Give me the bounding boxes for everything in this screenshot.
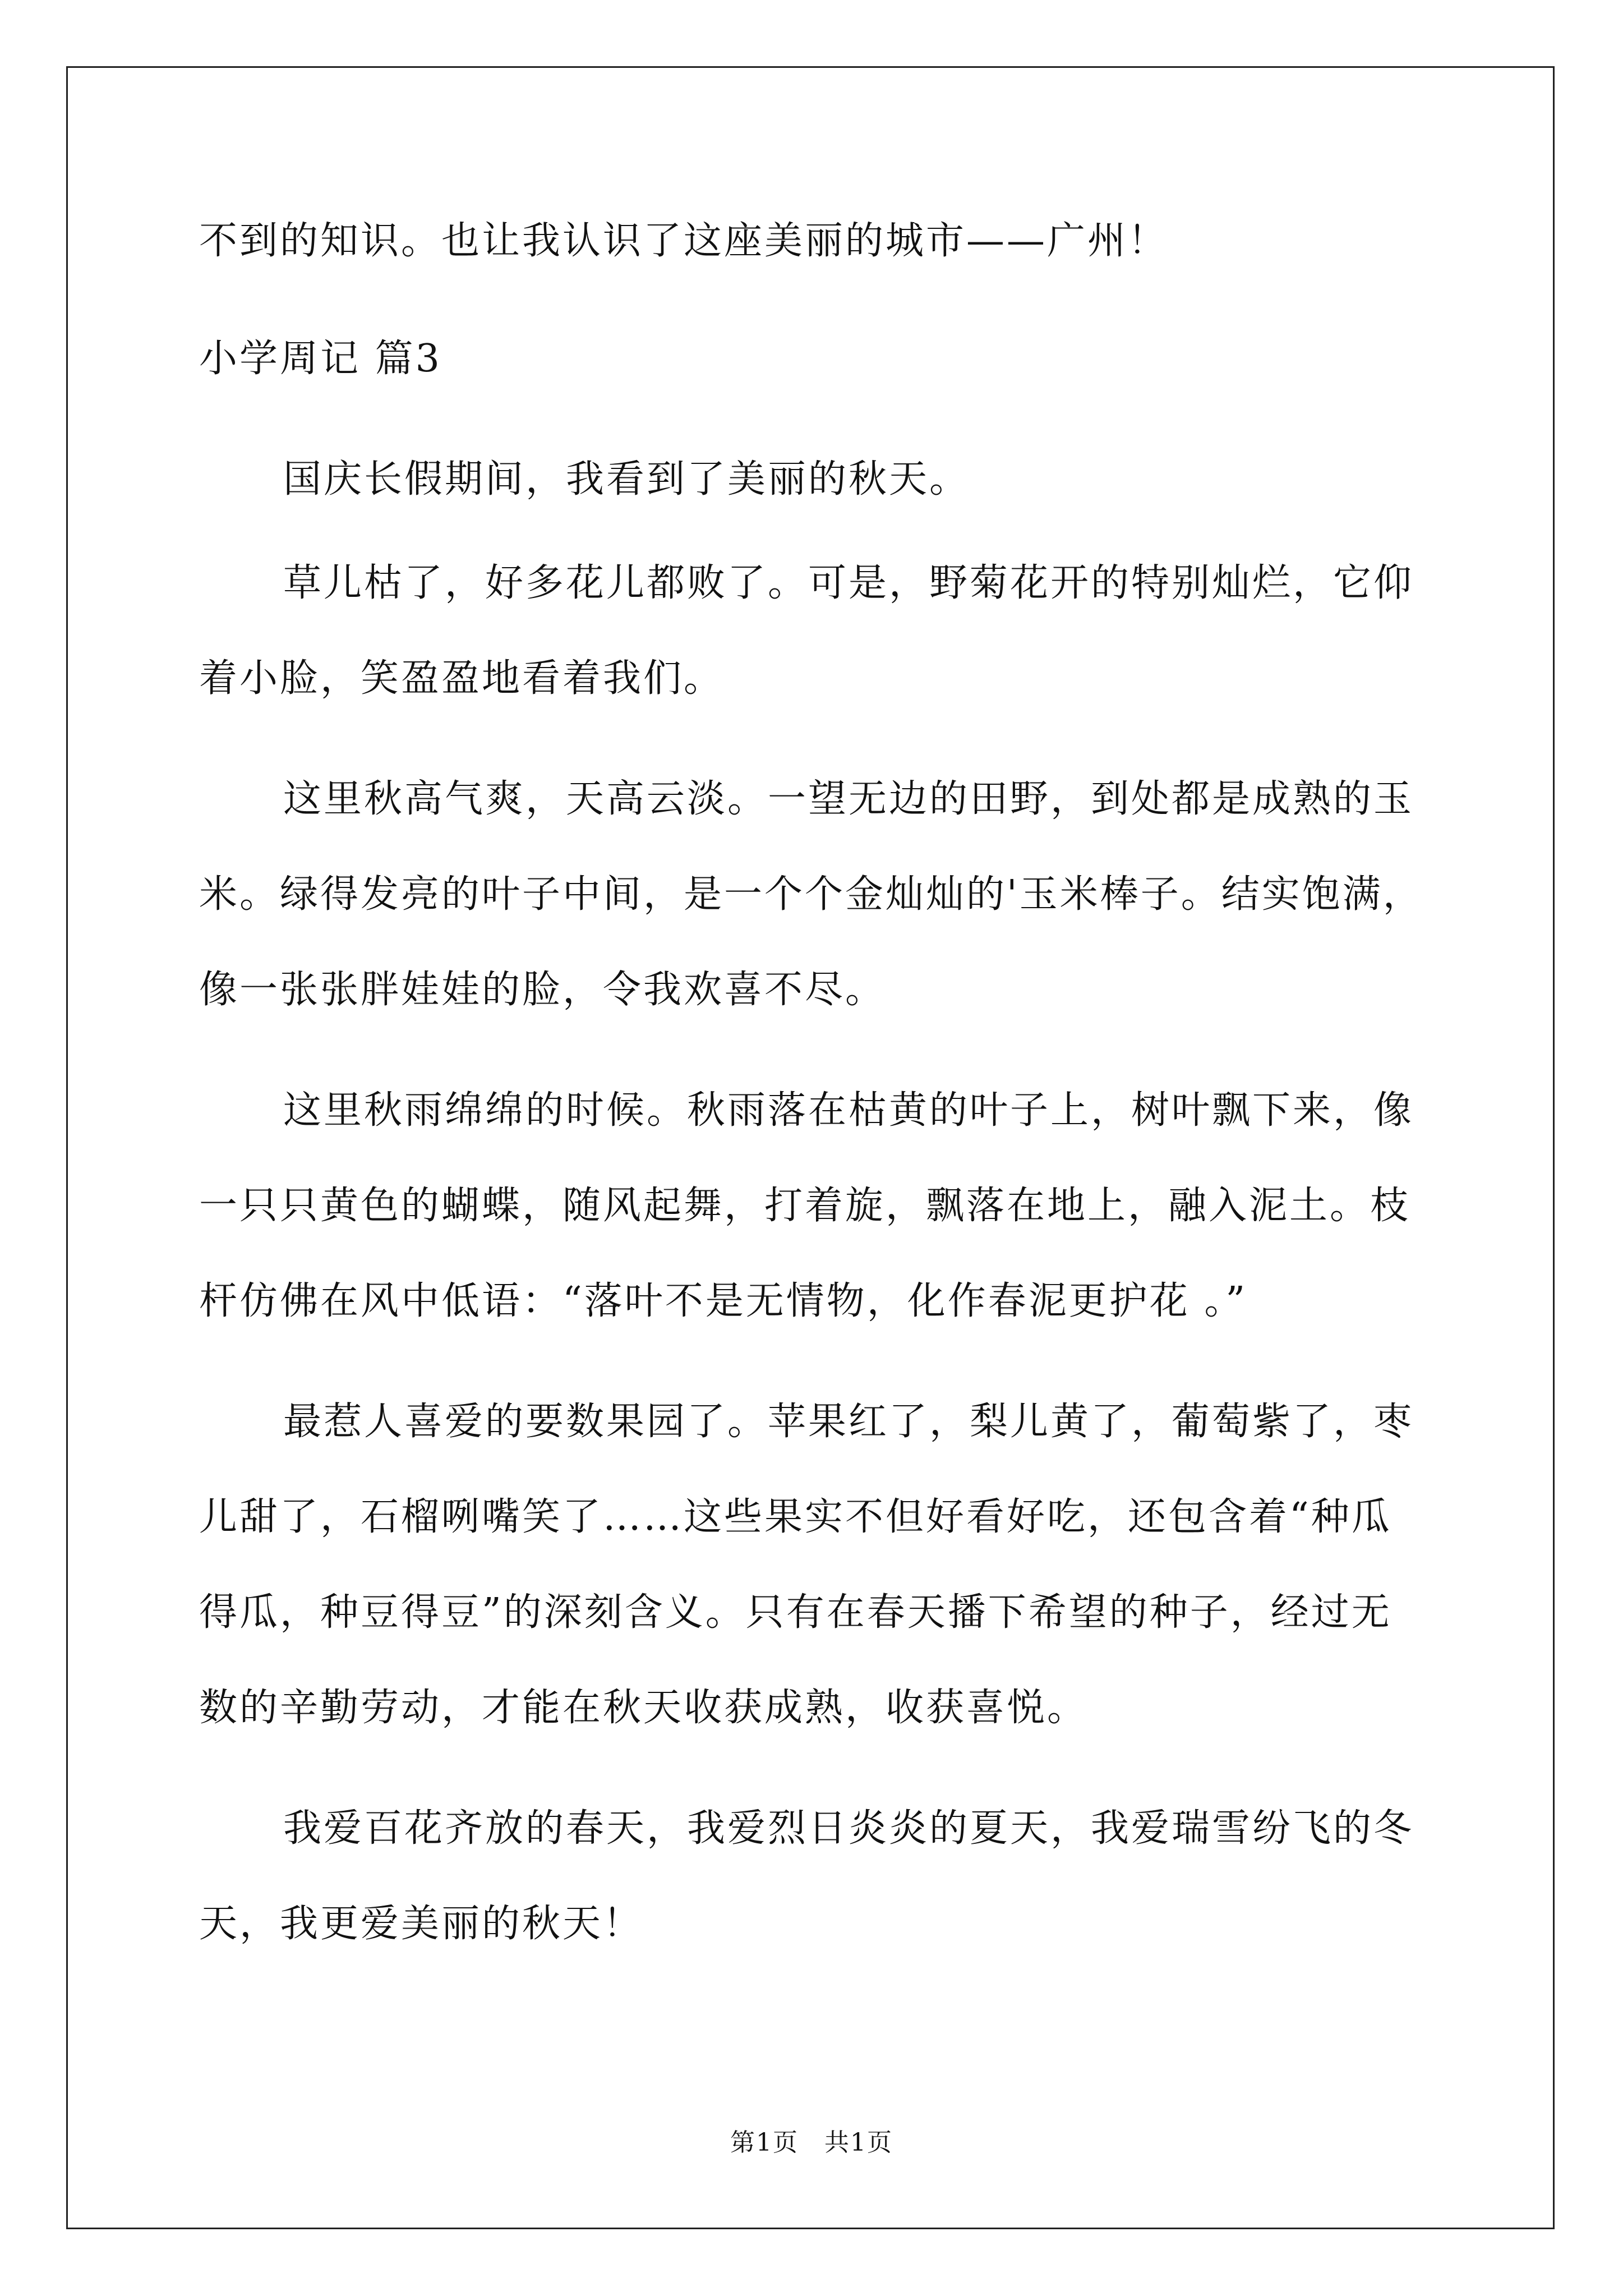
paragraph-5-line-3: 得瓜，种豆得豆”的深刻含义。只有在春天播下希望的种子，经过无 bbox=[199, 1590, 1392, 1635]
paragraph-6-line-2: 天，我更爱美丽的秋天！ bbox=[199, 1902, 644, 1946]
paragraph-3-line-3: 像一张张胖娃娃的脸，令我欢喜不尽。 bbox=[199, 968, 886, 1012]
page-number-footer: 第1页 共1页 bbox=[730, 2128, 893, 2157]
paragraph-5-line-4: 数的辛勤劳动，才能在秋天收获成熟，收获喜悦。 bbox=[199, 1686, 1088, 1730]
paragraph-3-line-2: 米。绿得发亮的叶子中间，是一个个金灿灿的'玉米棒子。结实饱满， bbox=[199, 872, 1423, 917]
paragraph-2-line-2: 着小脸，笑盈盈地看着我们。 bbox=[199, 656, 725, 701]
paragraph-1-line-1: 国庆长假期间，我看到了美丽的秋天。 bbox=[283, 457, 970, 501]
paragraph-3-line-1: 这里秋高气爽，天高云淡。一望无边的田野，到处都是成熟的玉 bbox=[283, 777, 1414, 821]
text-line-continuation: 不到的知识。也让我认识了这座美丽的城市——广州！ bbox=[199, 219, 1169, 263]
paragraph-5-line-1: 最惹人喜爱的要数果园了。苹果红了，梨儿黄了，葡萄紫了，枣 bbox=[283, 1400, 1414, 1444]
paragraph-5-line-2: 儿甜了，石榴咧嘴笑了……这些果实不但好看好吃，还包含着“种瓜 bbox=[199, 1495, 1392, 1539]
paragraph-2-line-1: 草儿枯了，好多花儿都败了。可是，野菊花开的特别灿烂，它仰 bbox=[283, 561, 1414, 605]
paragraph-4-line-1: 这里秋雨绵绵的时候。秋雨落在枯黄的叶子上，树叶飘下来，像 bbox=[283, 1088, 1414, 1133]
paragraph-6-line-1: 我爱百花齐放的春天，我爱烈日炎炎的夏天，我爱瑞雪纷飞的冬 bbox=[283, 1806, 1414, 1851]
paragraph-4-line-2: 一只只黄色的蝴蝶，随风起舞，打着旋，飘落在地上，融入泥土。枝 bbox=[199, 1184, 1411, 1228]
section-heading: 小学周记 篇3 bbox=[199, 337, 442, 381]
paragraph-4-line-3: 杆仿佛在风中低语：“落叶不是无情物，化作春泥更护花 。” bbox=[199, 1279, 1248, 1323]
